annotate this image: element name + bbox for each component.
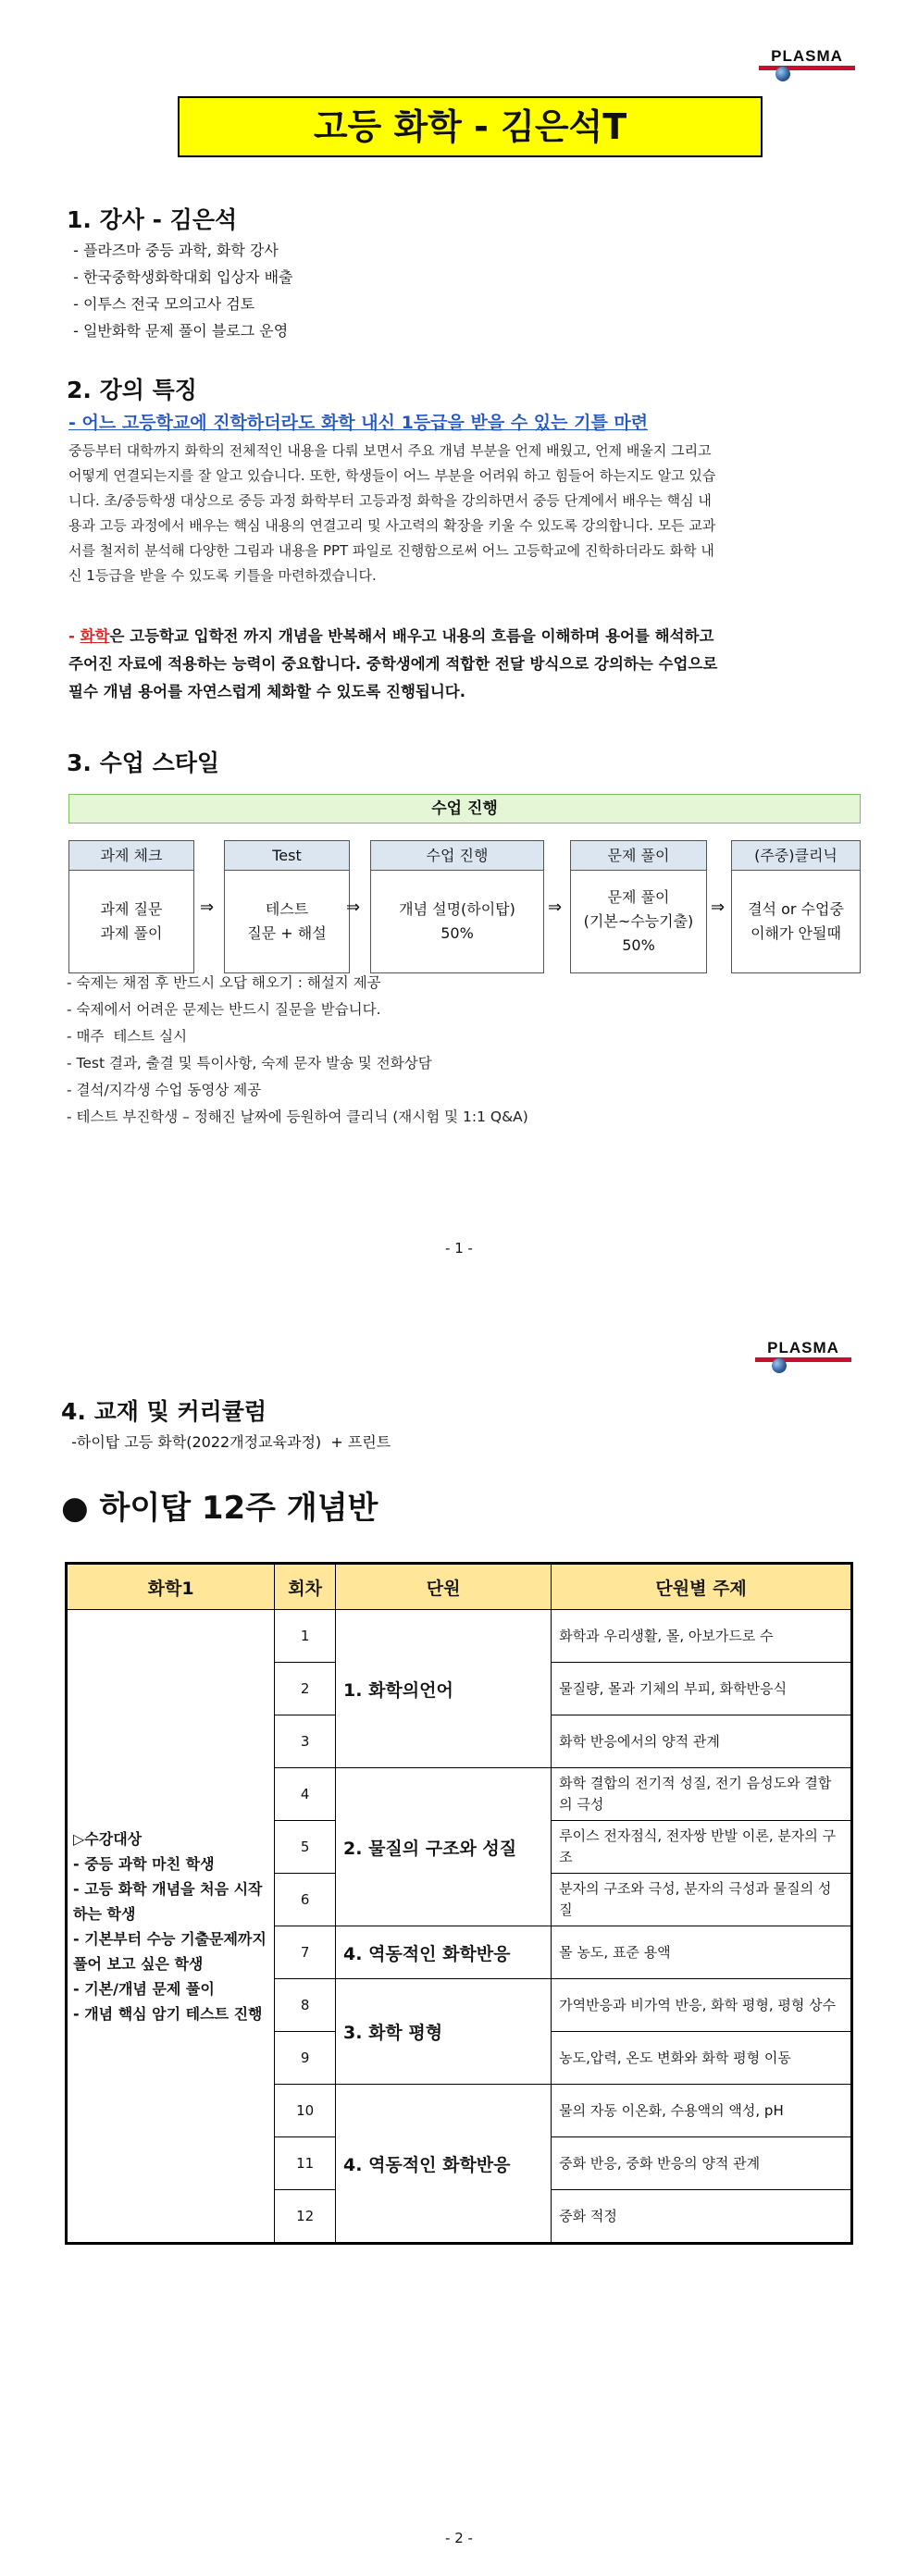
flow-step-body: 결석 or 수업중 이해가 안될때 <box>748 900 844 942</box>
instructor-item: - 일반화학 문제 풀이 블로그 운영 <box>68 322 289 340</box>
session-topic: 물질량, 몰과 기체의 부피, 화학반응식 <box>552 1663 852 1715</box>
column-header: 회차 <box>275 1564 336 1610</box>
note-item: - 숙제에서 어려운 문제는 반드시 질문을 받습니다. <box>67 1001 381 1018</box>
description-line: 어떻게 연결되는지를 잘 알고 있습니다. 또한, 학생들이 어느 부분을 어려워 하고 힘들어 하는지도 알고 있습 <box>68 467 716 484</box>
instructor-list <box>68 237 293 344</box>
flow-step-homework <box>68 840 194 973</box>
unit-name: 4. 역동적인 화학반응 <box>336 1926 552 1979</box>
session-number: 10 <box>275 2085 336 2137</box>
class-flow-title: 수업 진행 <box>68 794 861 824</box>
description-line: 중등부터 대학까지 화학의 전체적인 내용을 다뤄 보면서 주요 개념 부분을 언제 배웠고, 언제 배울지 그리고 <box>68 442 712 459</box>
chemistry-highlight: 화학 <box>80 627 110 645</box>
note-item: - 숙제는 채점 후 반드시 오답 해오기 : 해설지 제공 <box>67 974 381 991</box>
unit-name: 3. 화학 평형 <box>336 1979 552 2085</box>
flow-step-title: Test <box>225 841 349 871</box>
flow-step-body: 테스트 질문 + 해설 <box>247 900 327 942</box>
flow-step-title: 문제 풀이 <box>571 841 706 871</box>
flow-arrow-icon: ⇒ <box>548 898 563 917</box>
session-topic: 중화 적정 <box>552 2190 852 2244</box>
session-number: 5 <box>275 1821 336 1874</box>
instructor-item: - 플라즈마 중등 과학, 화학 강사 <box>68 242 279 259</box>
session-topic: 몰 농도, 표준 용액 <box>552 1926 852 1979</box>
textbook-line: -하이탑 고등 화학(2022개정교육과정) + 프린트 <box>67 1433 391 1451</box>
target-line: - 고등 화학 개념을 처음 시작하는 학생 <box>73 1879 263 1923</box>
page-title: 고등 화학 - 김은석T <box>178 96 763 157</box>
description-line: 용과 고등 과정에서 배우는 핵심 내용의 연결고리 및 사고력의 확장을 키울 수 있도록 강의합니다. 모든 교과 <box>68 517 716 534</box>
description-line: 니다. 초/중등학생 대상으로 중등 과정 화학부터 고등과정 화학을 강의하면서 중등 단계에서 배우는 핵심 내 <box>68 492 712 509</box>
flow-step-title: 수업 진행 <box>371 841 543 871</box>
session-topic: 중화 반응, 중화 반응의 양적 관계 <box>552 2137 852 2190</box>
column-header: 화학1 <box>67 1564 275 1610</box>
session-topic: 화학과 우리생활, 몰, 아보가드로 수 <box>552 1610 852 1663</box>
emphasis-prefix: - <box>68 627 81 645</box>
session-number: 9 <box>275 2032 336 2085</box>
table-header-row <box>67 1564 852 1610</box>
logo-bar <box>759 66 855 70</box>
unit-name: 4. 역동적인 화학반응 <box>336 2085 552 2244</box>
unit-name: 2. 물질의 구조와 성질 <box>336 1768 552 1926</box>
session-topic: 농도,압력, 온도 변화와 화학 평형 이동 <box>552 2032 852 2085</box>
session-number: 7 <box>275 1926 336 1979</box>
logo-text: PLASMA <box>767 1339 839 1356</box>
logo-bar <box>755 1357 851 1362</box>
page-number: - 1 - <box>445 1240 473 1257</box>
session-number: 2 <box>275 1663 336 1715</box>
class-notes <box>67 970 528 1131</box>
emphasis-line: 주어진 자료에 적용하는 능력이 중요합니다. 중학생에게 적합한 전달 방식으로 강의하는 수업으로 <box>68 655 718 673</box>
session-topic: 화학 결합의 전기적 성질, 전기 음성도와 결합의 극성 <box>552 1768 852 1821</box>
section1-heading: 1. 강사 - 김은석 <box>67 206 238 233</box>
lecture-description <box>68 439 861 588</box>
column-header: 단원 <box>336 1564 552 1610</box>
flow-step-body: 과제 질문 과제 풀이 <box>100 900 163 942</box>
target-students-cell <box>67 1610 275 2244</box>
session-topic: 가역반응과 비가역 반응, 화학 평형, 평형 상수 <box>552 1979 852 2032</box>
flow-step-title: 과제 체크 <box>69 841 193 871</box>
session-number: 12 <box>275 2190 336 2244</box>
target-line: ▷수강대상 <box>73 1829 143 1848</box>
target-line: - 중등 과학 마친 학생 <box>73 1854 215 1873</box>
note-item: - 매주 테스트 실시 <box>67 1028 188 1045</box>
session-number: 6 <box>275 1874 336 1926</box>
flow-step-lecture <box>370 840 544 973</box>
session-number: 8 <box>275 1979 336 2032</box>
note-item: - Test 결과, 출결 및 특이사항, 숙제 문자 발송 및 전화상담 <box>67 1055 432 1071</box>
emphasis-paragraph <box>68 623 862 706</box>
section4-heading: 4. 교재 및 커리큘럼 <box>61 1398 267 1425</box>
session-topic: 화학 반응에서의 양적 관계 <box>552 1715 852 1768</box>
flow-step-body: 개념 설명(하이탑) 50% <box>399 900 515 942</box>
flow-step-test <box>224 840 350 973</box>
course-title: ● 하이탑 12주 개념반 <box>61 1490 378 1527</box>
logo-text: PLASMA <box>771 47 843 65</box>
instructor-item: - 한국중학생화학대회 입상자 배출 <box>68 268 293 286</box>
note-item: - 결석/지각생 수업 동영상 제공 <box>67 1082 262 1098</box>
page-number: - 2 - <box>445 2530 473 2546</box>
plasma-logo <box>759 48 855 83</box>
emphasis-line <box>68 623 862 650</box>
description-line: 신 1등급을 받을 수 있도록 키틀을 마련하겠습니다. <box>68 567 377 584</box>
section3-heading: 3. 수업 스타일 <box>67 749 220 776</box>
section2-heading: 2. 강의 특징 <box>67 377 197 403</box>
session-number: 11 <box>275 2137 336 2190</box>
emphasis-rest: 은 고등학교 입학전 까지 개념을 반복해서 배우고 내용의 흐름을 이해하며 용어를 해석하고 <box>109 627 714 645</box>
table-row <box>67 1610 852 1663</box>
session-topic: 루이스 전자점식, 전자쌍 반발 이론, 분자의 구조 <box>552 1821 852 1874</box>
column-header: 단원별 주제 <box>552 1564 852 1610</box>
session-number: 3 <box>275 1715 336 1768</box>
flow-step-problems <box>570 840 707 973</box>
globe-icon <box>772 1358 787 1373</box>
section2-subhead: - 어느 고등학교에 진학하더라도 화학 내신 1등급을 받을 수 있는 기틀 마련 <box>68 413 649 433</box>
flow-step-title: (주중)클리닉 <box>732 841 860 871</box>
curriculum-table <box>65 1562 853 2245</box>
note-item: - 테스트 부진학생 – 정해진 날짜에 등원하여 클리닉 (재시험 및 1:1 Q&A) <box>67 1108 528 1125</box>
unit-name: 1. 화학의언어 <box>336 1610 552 1768</box>
flow-arrow-icon: ⇒ <box>346 898 361 917</box>
target-line: - 기본/개념 문제 풀이 <box>73 1979 215 1998</box>
target-line: - 개념 핵심 암기 테스트 진행 <box>73 2004 263 2023</box>
session-number: 1 <box>275 1610 336 1663</box>
session-number: 4 <box>275 1768 336 1821</box>
session-topic: 분자의 구조와 극성, 분자의 극성과 물질의 성질 <box>552 1874 852 1926</box>
globe-icon <box>775 67 790 81</box>
plasma-logo <box>755 1340 851 1375</box>
description-line: 서를 철저히 분석해 다양한 그림과 내용을 PPT 파일로 진행함으로써 어느 고등학교에 진학하더라도 화학 내 <box>68 542 714 559</box>
flow-step-body: 문제 풀이 (기본~수능기출) 50% <box>583 888 694 954</box>
flow-step-clinic <box>731 840 861 973</box>
instructor-item: - 이투스 전국 모의고사 검토 <box>68 295 255 313</box>
target-line: - 기본부터 수능 기출문제까지 풀어 보고 싶은 학생 <box>73 1929 267 1973</box>
flow-arrow-icon: ⇒ <box>711 898 726 917</box>
emphasis-line: 필수 개념 용어를 자연스럽게 체화할 수 있도록 진행됩니다. <box>68 683 466 700</box>
session-topic: 물의 자동 이온화, 수용액의 액성, pH <box>552 2085 852 2137</box>
flow-arrow-icon: ⇒ <box>200 898 215 917</box>
